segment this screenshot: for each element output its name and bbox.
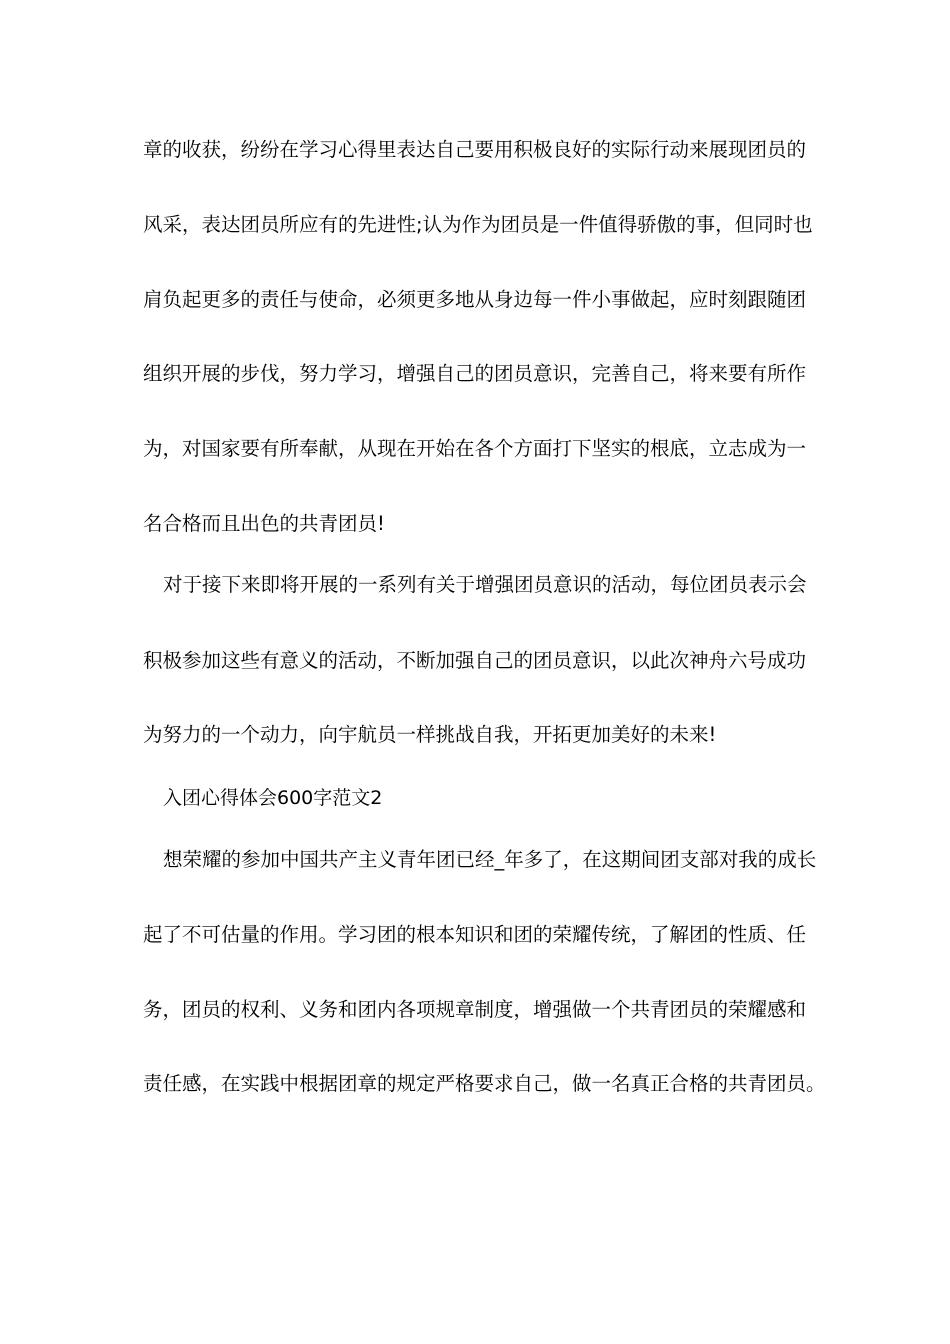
paragraph-line: 务，团员的权利、义务和团内各项规章制度，增强做一个共青团员的荣耀感和 — [143, 998, 807, 1021]
paragraph-line: 名合格而且出色的共青团员! — [143, 512, 385, 535]
section-heading: 入团心得体会600字范文2 — [163, 787, 383, 809]
paragraph-line: 风采，表达团员所应有的先进性;认为作为团员是一件值得骄傲的事，但同时也 — [143, 213, 813, 236]
paragraph-line: 肩负起更多的责任与使命，必须更多地从身边每一件小事做起，应时刻跟随团 — [143, 288, 807, 311]
paragraph-first-line: 想荣耀的参加中国共产主义青年团已经_年多了，在这期间团支部对我的成长 — [163, 848, 817, 871]
paragraph-line: 章的收获，纷纷在学习心得里表达自己要用积极良好的实际行动来展现团员的 — [143, 138, 807, 161]
paragraph-first-line: 对于接下来即将开展的一系列有关于增强团员意识的活动，每位团员表示会 — [163, 573, 807, 596]
paragraph-line: 责任感，在实践中根据团章的规定严格要求自己，做一名真正合格的共青团员。 — [143, 1072, 826, 1095]
paragraph-line: 起了不可估量的作用。学习团的根本知识和团的荣耀传统，了解团的性质、任 — [143, 923, 807, 946]
paragraph-line: 为努力的一个动力，向宇航员一样挑战自我，开拓更加美好的未来! — [143, 723, 717, 746]
paragraph-line: 组织开展的步伐，努力学习，增强自己的团员意识，完善自己，将来要有所作 — [143, 362, 807, 385]
paragraph-line: 积极参加这些有意义的活动，不断加强自己的团员意识，以此次神舟六号成功 — [143, 649, 807, 672]
paragraph-line: 为，对国家要有所奉献，从现在开始在各个方面打下坚实的根底，立志成为一 — [143, 437, 807, 460]
